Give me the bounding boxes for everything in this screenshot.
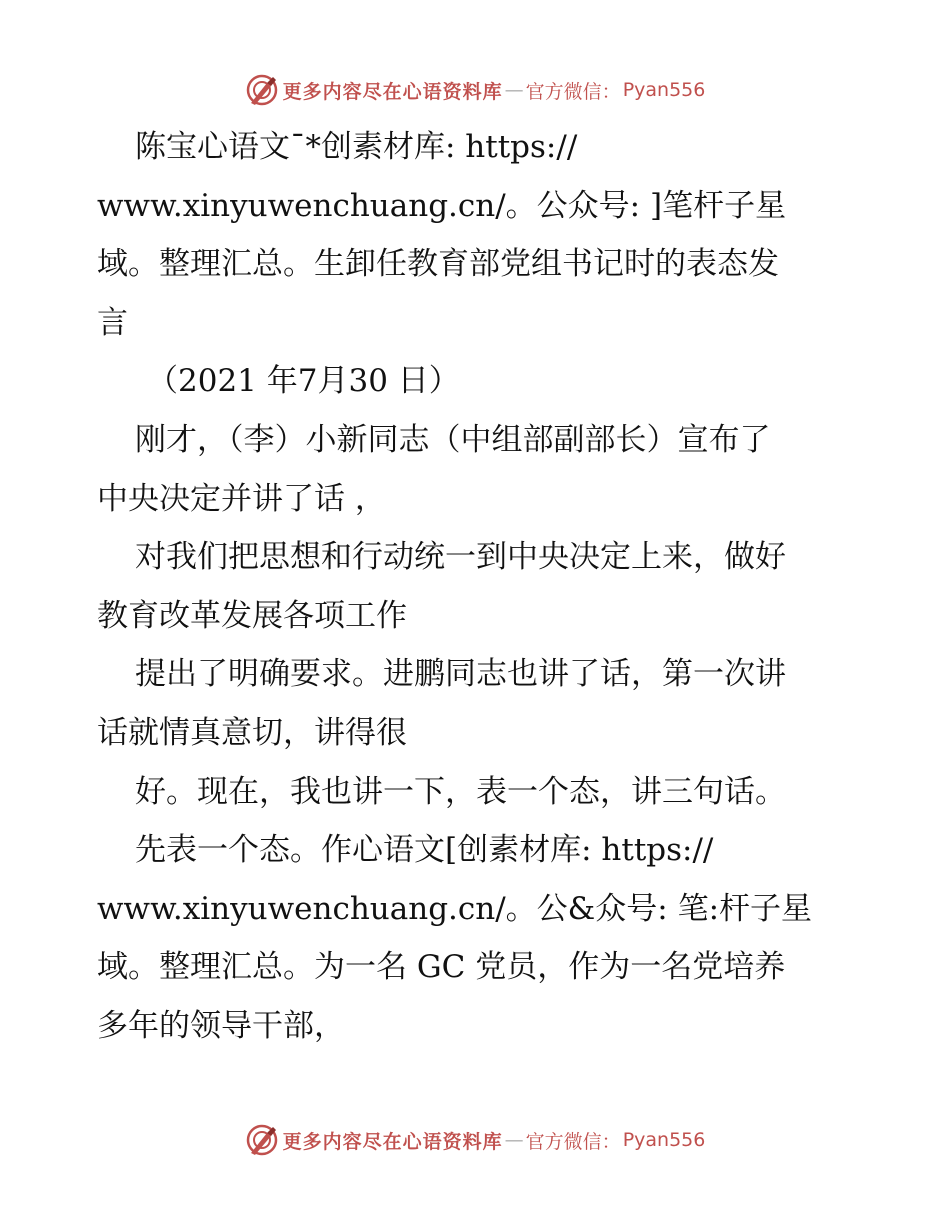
banner-slogan: 更多内容尽在心语资料库 [282, 1130, 503, 1153]
banner-dash: — [504, 1129, 524, 1151]
text-line: 言 [97, 304, 128, 341]
text-line: 陈宝心语文¯*创素材库: https:// [135, 129, 578, 165]
text-line: 多年的领导干部， [97, 1007, 345, 1044]
date-line: （2021 年7月30 日） [147, 363, 460, 400]
document-body [97, 118, 857, 1056]
pen-logo-icon [245, 1123, 279, 1157]
footer-banner [0, 1120, 950, 1160]
text-line: 教育改革发展各项工作 [97, 597, 407, 634]
pen-logo-icon [245, 73, 279, 107]
banner-slogan: 更多内容尽在心语资料库 [282, 80, 503, 103]
text-line: 域。整理汇总。为一名 GC 党员，作为一名党培养 [97, 949, 786, 986]
header-banner [0, 70, 950, 110]
text-line: 刚才，（李）小新同志（中组部副部长）宣布了 [135, 421, 771, 458]
text-line: www.xinyuwenchuang.cn/。公&众号: 笔:杆子星 [97, 890, 813, 927]
text-line: 先表一个态。作心语文[创素材库: https:// [135, 832, 714, 869]
banner-wechat-id: Pyan556 [622, 79, 706, 101]
text-line: 中央决定并讲了话 ， [97, 480, 386, 517]
banner-contact-label: 官方微信： [525, 1130, 621, 1153]
banner-contact-label: 官方微信： [525, 80, 621, 103]
text-line: 域。整理汇总。生卸任教育部党组书记时的表态发 [97, 246, 779, 283]
text-line: 提出了明确要求。进鹏同志也讲了话，第一次讲 [135, 656, 786, 693]
banner-wechat-id: Pyan556 [622, 1129, 706, 1151]
text-line: www.xinyuwenchuang.cn/。公众号: ]笔杆子星 [97, 187, 787, 224]
banner-dash: — [504, 79, 524, 101]
text-line: 话就情真意切，讲得很 [97, 714, 407, 751]
text-line: 对我们把思想和行动统一到中央决定上来，做好 [135, 539, 786, 576]
text-line: 好。现在，我也讲一下，表一个态，讲三句话。 [135, 773, 786, 810]
